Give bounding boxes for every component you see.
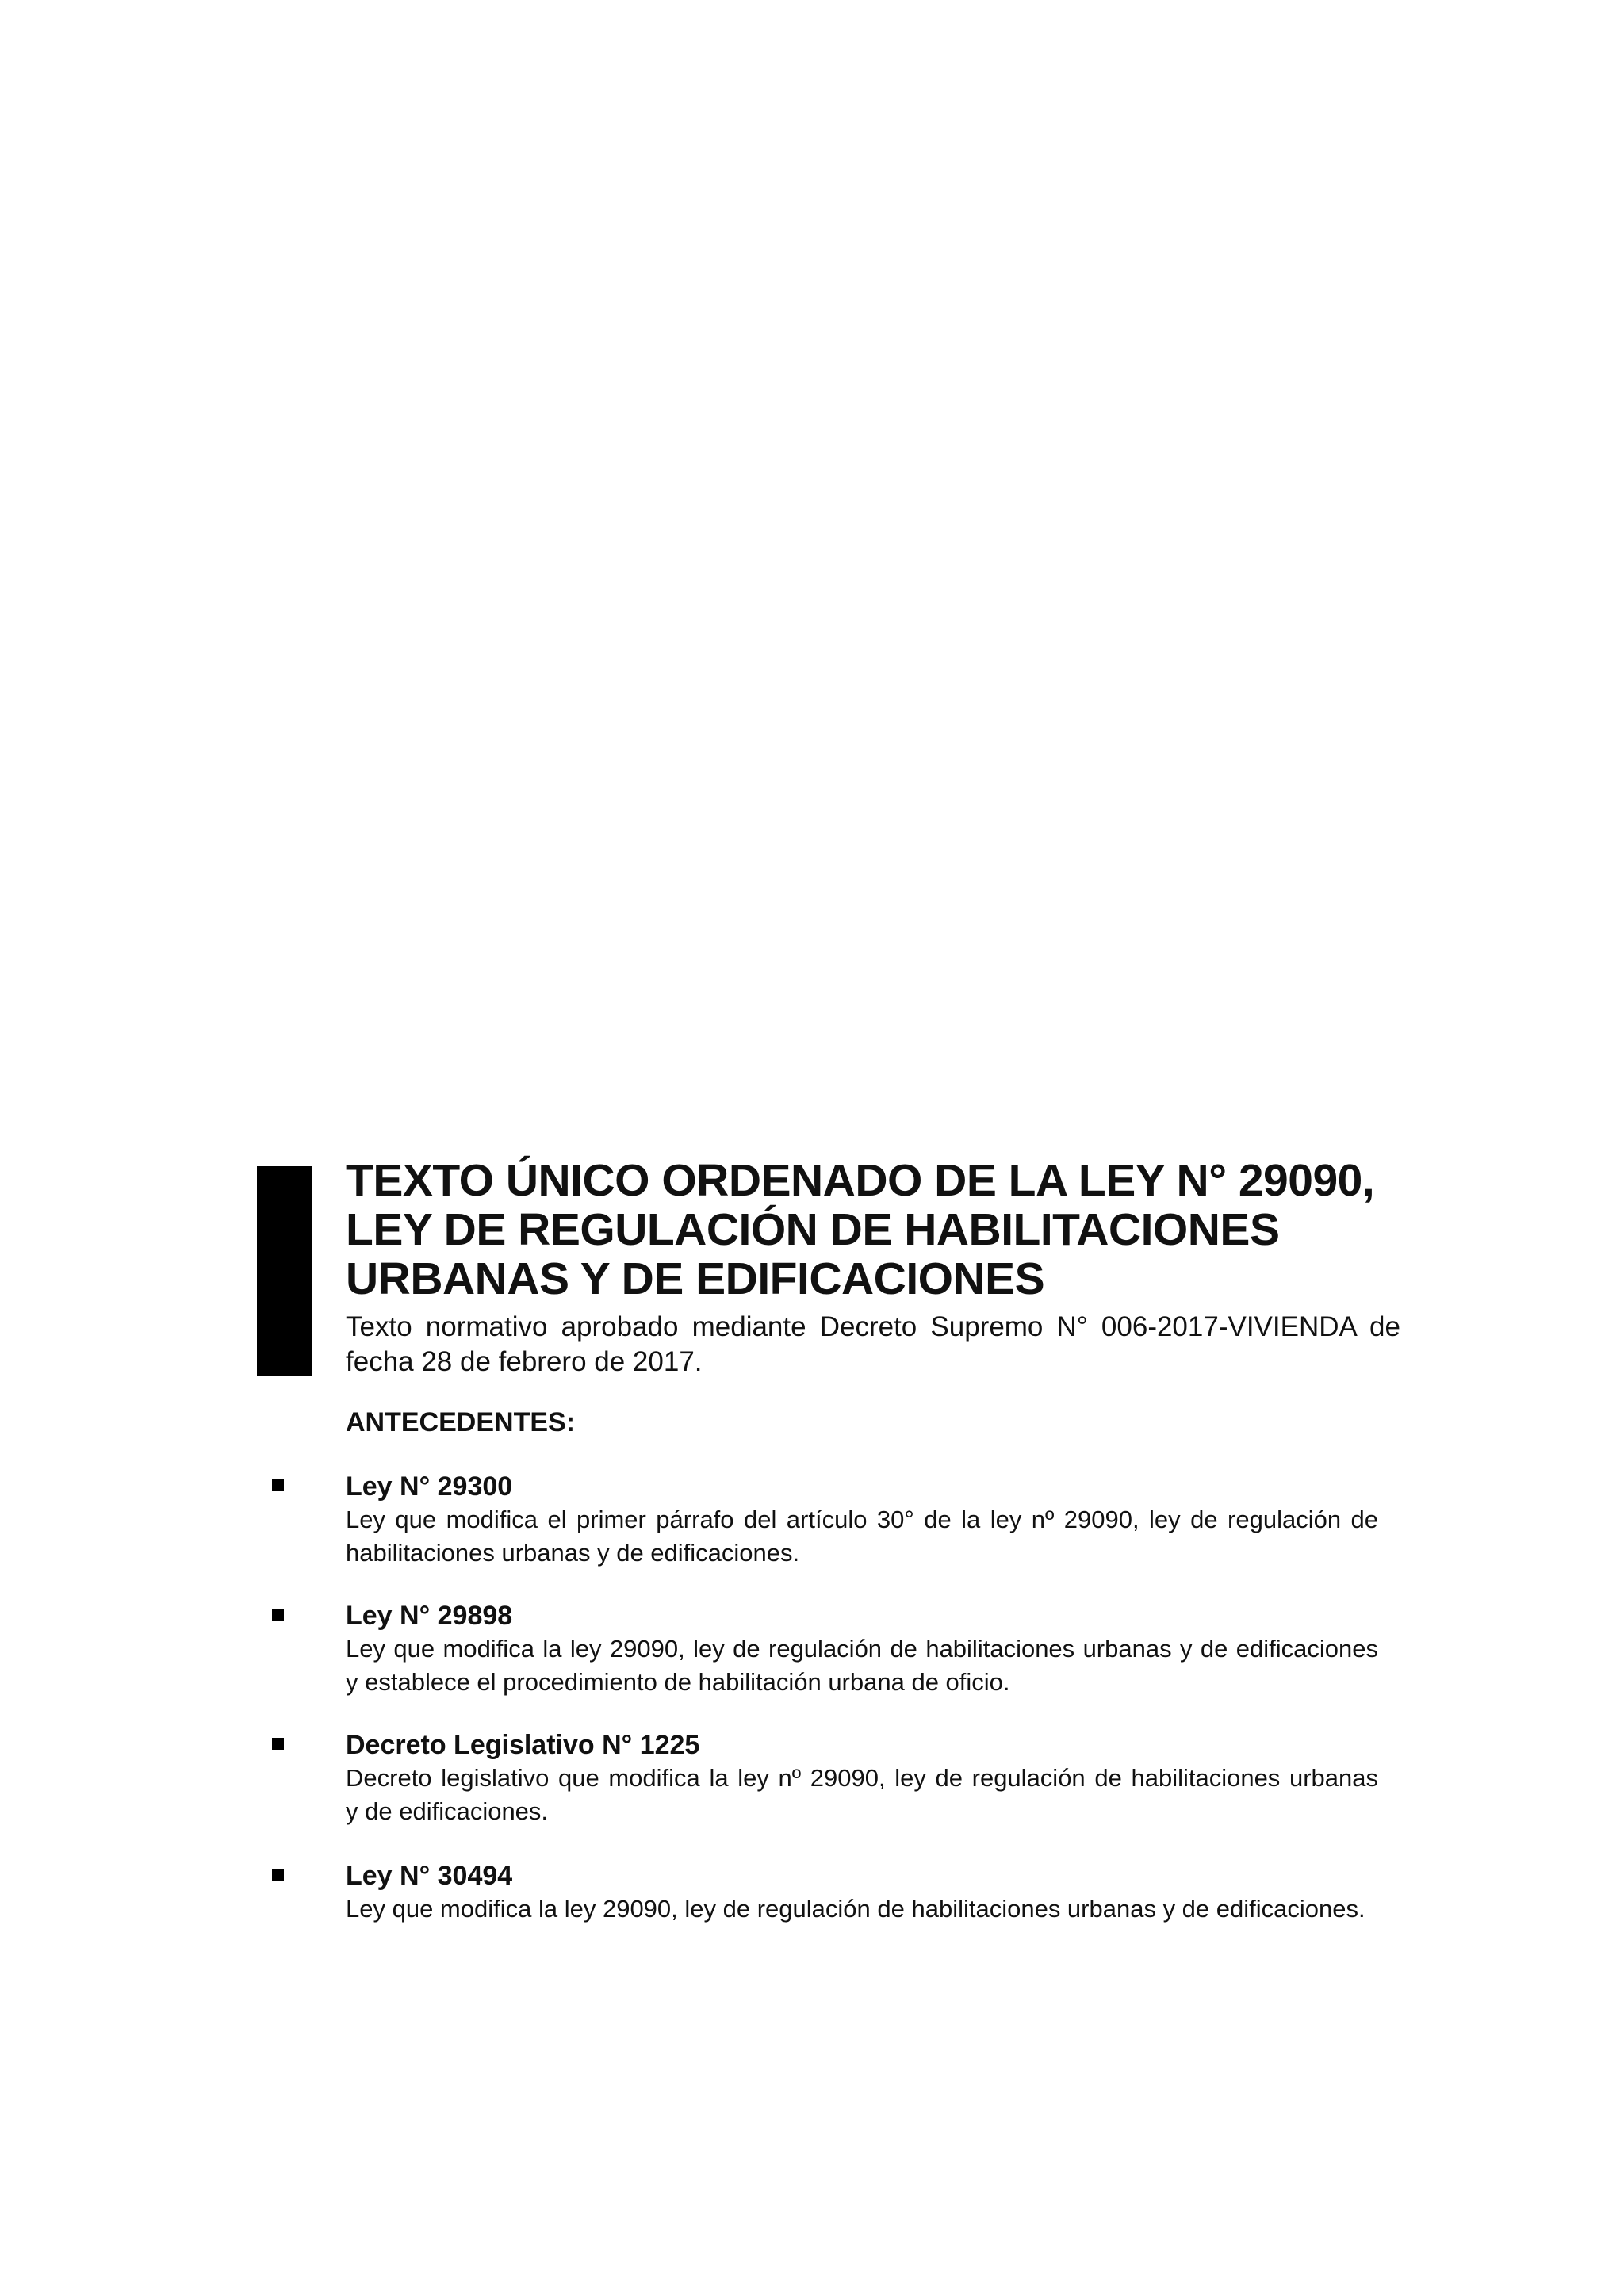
- list-item-description-line: Ley que modifica el primer párrafo del artículo 30° de la ley nº 29090, ley de regulación de: [346, 1506, 1378, 1533]
- bullet-square-icon: [272, 1479, 284, 1491]
- document-title-line-2: LEY DE REGULACIÓN DE HABILITACIONES: [346, 1204, 1280, 1255]
- document-subtitle-line-2: fecha 28 de febrero de 2017.: [346, 1346, 703, 1377]
- list-item-description-line: habilitaciones urbanas y de edificaciones.: [346, 1539, 800, 1567]
- document-subtitle-line-1: Texto normativo aprobado mediante Decreto Supremo N° 006-2017-VIVIENDA de: [346, 1311, 1400, 1342]
- title-accent-bar: [257, 1166, 312, 1376]
- list-item-title: Decreto Legislativo N° 1225: [346, 1730, 700, 1760]
- bullet-square-icon: [272, 1869, 284, 1881]
- document-title-line-1: TEXTO ÚNICO ORDENADO DE LA LEY N° 29090,: [346, 1155, 1375, 1206]
- title-block: [346, 1156, 1400, 1380]
- list-item-description-line: y establece el procedimiento de habilitación urbana de oficio.: [346, 1668, 1010, 1696]
- bullet-square-icon: [272, 1609, 284, 1621]
- list-item-description: [346, 1632, 1378, 1699]
- list-item-description: [346, 1503, 1378, 1570]
- list-item-description-line: Ley que modifica la ley 29090, ley de regulación de habilitaciones urbanas y de edificaciones: [346, 1635, 1378, 1663]
- list-item-description-line: Decreto legislativo que modifica la ley nº 29090, ley de regulación de habilitaciones urbanas: [346, 1764, 1378, 1792]
- list-item-description: [346, 1762, 1378, 1828]
- list-item-title: Ley N° 29300: [346, 1471, 513, 1502]
- list-item-title: Ley N° 30494: [346, 1861, 513, 1891]
- list-item-description-line: y de edificaciones.: [346, 1797, 549, 1825]
- list-item-description-line: Ley que modifica la ley 29090, ley de regulación de habilitaciones urbanas y de edificaciones.: [346, 1895, 1365, 1923]
- bullet-square-icon: [272, 1738, 284, 1750]
- document-title-line-3: URBANAS Y DE EDIFICACIONES: [346, 1253, 1045, 1304]
- document-subtitle: [346, 1310, 1400, 1380]
- list-item-title: Ley N° 29898: [346, 1601, 513, 1631]
- list-item-description: [346, 1892, 1378, 1926]
- section-heading: ANTECEDENTES:: [346, 1407, 576, 1437]
